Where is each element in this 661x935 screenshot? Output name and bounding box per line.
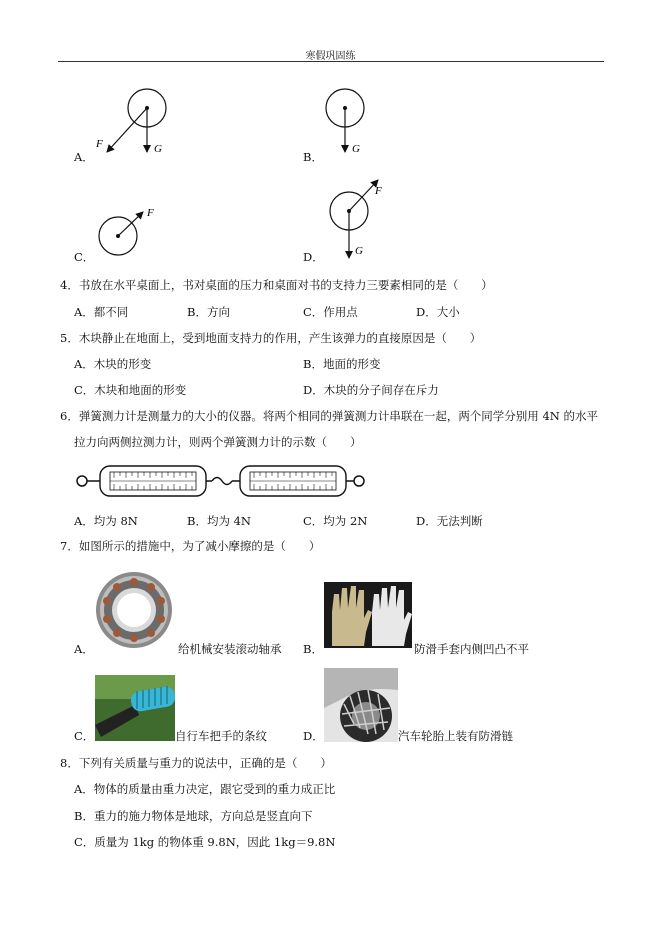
q5-option-a: A．木块的形变 xyxy=(74,357,152,371)
force-label-f: F xyxy=(96,138,103,150)
q7-option-d-caption: 汽车轮胎上装有防滑链 xyxy=(398,729,513,743)
handlebar-photo xyxy=(95,675,175,741)
q4-option-b: B．方向 xyxy=(187,305,230,319)
q4-stem: 4．书放在水平桌面上，书对桌面的压力和桌面对书的支持力三要素相同的是（ ） xyxy=(60,278,493,292)
q4-option-d: D．大小 xyxy=(416,305,460,319)
q5-option-c: C．木块和地面的形变 xyxy=(74,383,187,397)
q7-option-c-label: C． xyxy=(74,729,95,743)
q8-option-a: A．物体的质量由重力决定，跟它受到的重力成正比 xyxy=(74,782,336,796)
q6-option-c: C．均为 2N xyxy=(303,514,368,528)
page-header: 寒假巩固练 xyxy=(305,51,356,62)
force-label-g: G xyxy=(355,245,363,257)
force-label-g: G xyxy=(154,143,162,155)
q5-option-d: D．木块的分子间存在斥力 xyxy=(303,383,439,397)
q7-option-c-caption: 自行车把手的条纹 xyxy=(175,729,267,743)
q7-option-a-caption: 给机械安装滚动轴承 xyxy=(178,642,282,656)
q3-option-d-label: D． xyxy=(303,250,324,264)
q7-option-a-label: A． xyxy=(74,642,94,656)
q4-option-a: A．都不同 xyxy=(74,305,129,319)
q8-option-b: B．重力的施力物体是地球，方向总是竖直向下 xyxy=(74,809,313,823)
q3-option-c-label: C． xyxy=(74,250,95,264)
q6-option-a: A．均为 8N xyxy=(74,514,138,528)
q5-option-b: B．地面的形变 xyxy=(303,357,381,371)
force-label-f: F xyxy=(147,207,154,219)
q6-stem-line2: 拉力向两侧拉测力计，则两个弹簧测力计的示数（ ） xyxy=(74,435,362,449)
force-label-f: F xyxy=(375,185,382,197)
spring-scales-diagram xyxy=(74,460,364,502)
force-label-g: G xyxy=(352,143,360,155)
q6-option-b: B．均为 4N xyxy=(187,514,251,528)
q5-stem: 5．木块静止在地面上，受到地面支持力的作用，产生该弹力的直接原因是（ ） xyxy=(60,331,482,345)
q3-diagram-c xyxy=(92,198,172,262)
q3-diagram-b xyxy=(318,86,388,160)
q6-stem-line1: 6．弹簧测力计是测量力的大小的仪器。将两个相同的弹簧测力计串联在一起，两个同学分别用 4N 的水平 xyxy=(60,409,599,423)
gloves-photo xyxy=(324,582,412,648)
q8-option-c: C．质量为 1kg 的物体重 9.8N，因此 1kg＝9.8N xyxy=(74,835,336,849)
bearing-photo xyxy=(94,566,178,654)
q7-option-b-label: B． xyxy=(303,642,323,656)
q8-stem: 8．下列有关质量与重力的说法中，正确的是（ ） xyxy=(60,756,332,770)
q3-option-b-label: B． xyxy=(303,150,323,164)
q3-diagram-a xyxy=(90,86,180,160)
q7-stem: 7．如图所示的措施中，为了减小摩擦的是（ ） xyxy=(60,539,321,553)
q7-option-d-label: D． xyxy=(303,729,324,743)
q4-option-c: C．作用点 xyxy=(303,305,358,319)
header-rule xyxy=(58,61,604,62)
q3-diagram-d xyxy=(322,176,402,266)
q3-option-a-label: A． xyxy=(74,150,94,164)
tire-chain-photo xyxy=(324,668,398,742)
q7-option-b-caption: 防滑手套内侧凹凸不平 xyxy=(414,642,529,656)
q6-option-d: D．无法判断 xyxy=(416,514,483,528)
